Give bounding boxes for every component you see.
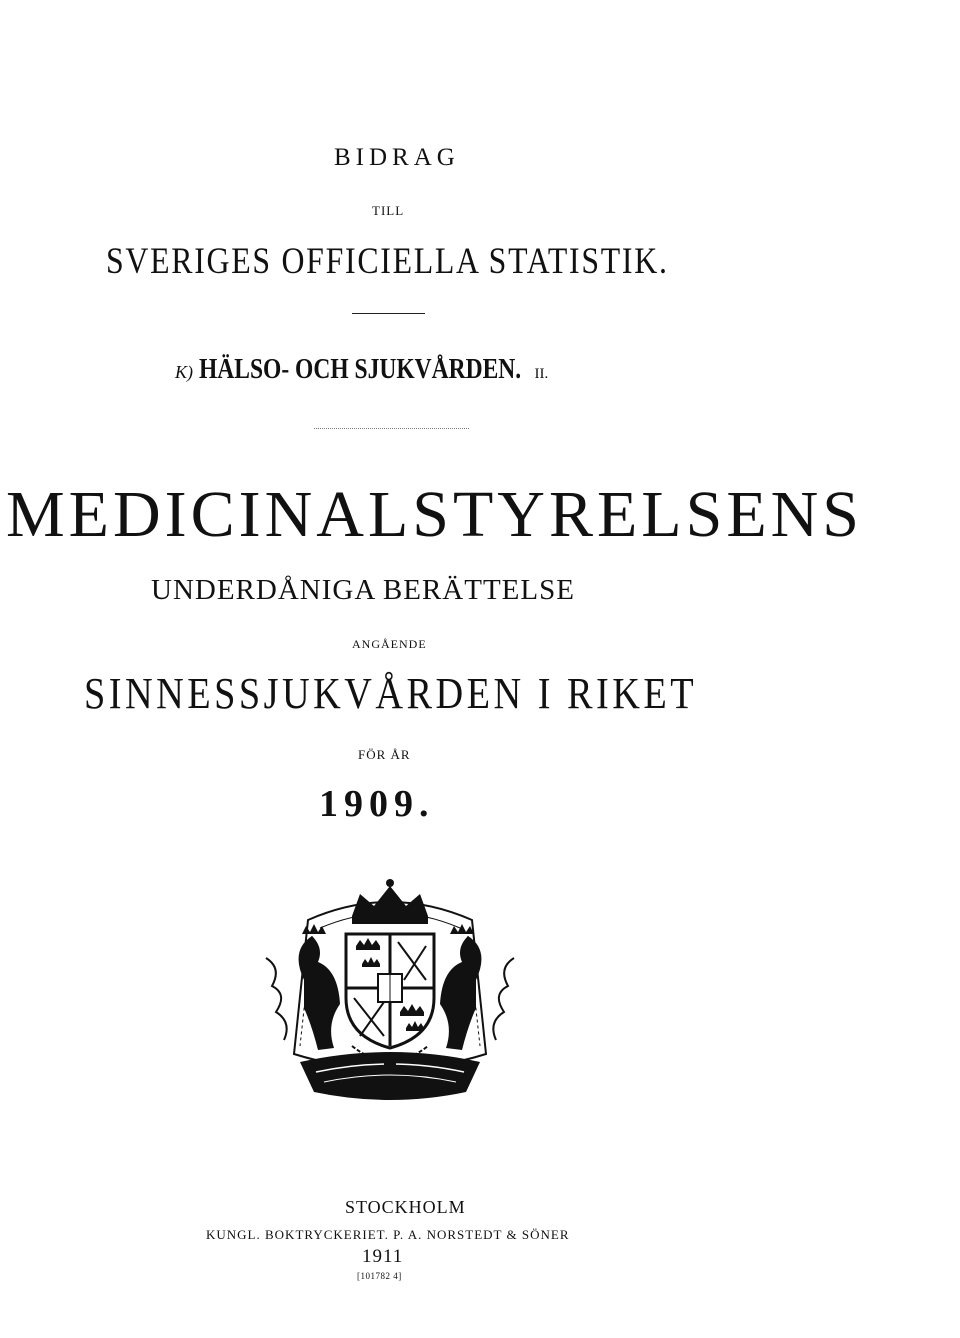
connector-till: TILL [372, 203, 405, 218]
section-title: HÄLSO- OCH SJUKVÅRDEN. [199, 354, 522, 385]
subtitle: UNDERDÅNIGA BERÄTTELSE [151, 574, 575, 606]
short-rule-divider [352, 313, 425, 314]
topic-title: SINNESSJUKVÅRDEN I RIKET [84, 669, 698, 718]
section-letter: K) [175, 362, 193, 382]
heading-bidrag: BIDRAG [334, 144, 460, 171]
imprint-city: STOCKHOLM [345, 1197, 466, 1217]
main-title: MEDICINALSTYRELSENS [6, 478, 864, 551]
section-number: II. [534, 366, 549, 382]
dotted-rule-divider [314, 428, 469, 429]
imprint-reference: [101782 4] [357, 1271, 402, 1281]
swedish-coat-of-arms-icon [260, 876, 520, 1106]
imprint-printer: KUNGL. BOKTRYCKERIET. P. A. NORSTEDT & SÖNER [206, 1227, 570, 1242]
imprint-year: 1911 [362, 1246, 404, 1267]
series-title: SVERIGES OFFICIELLA STATISTIK. [106, 241, 669, 282]
for-year-label: FÖR ÅR [358, 747, 411, 762]
section-heading [175, 356, 548, 384]
concerning-label: ANGÅENDE [352, 637, 427, 651]
report-year: 1909. [319, 783, 435, 825]
